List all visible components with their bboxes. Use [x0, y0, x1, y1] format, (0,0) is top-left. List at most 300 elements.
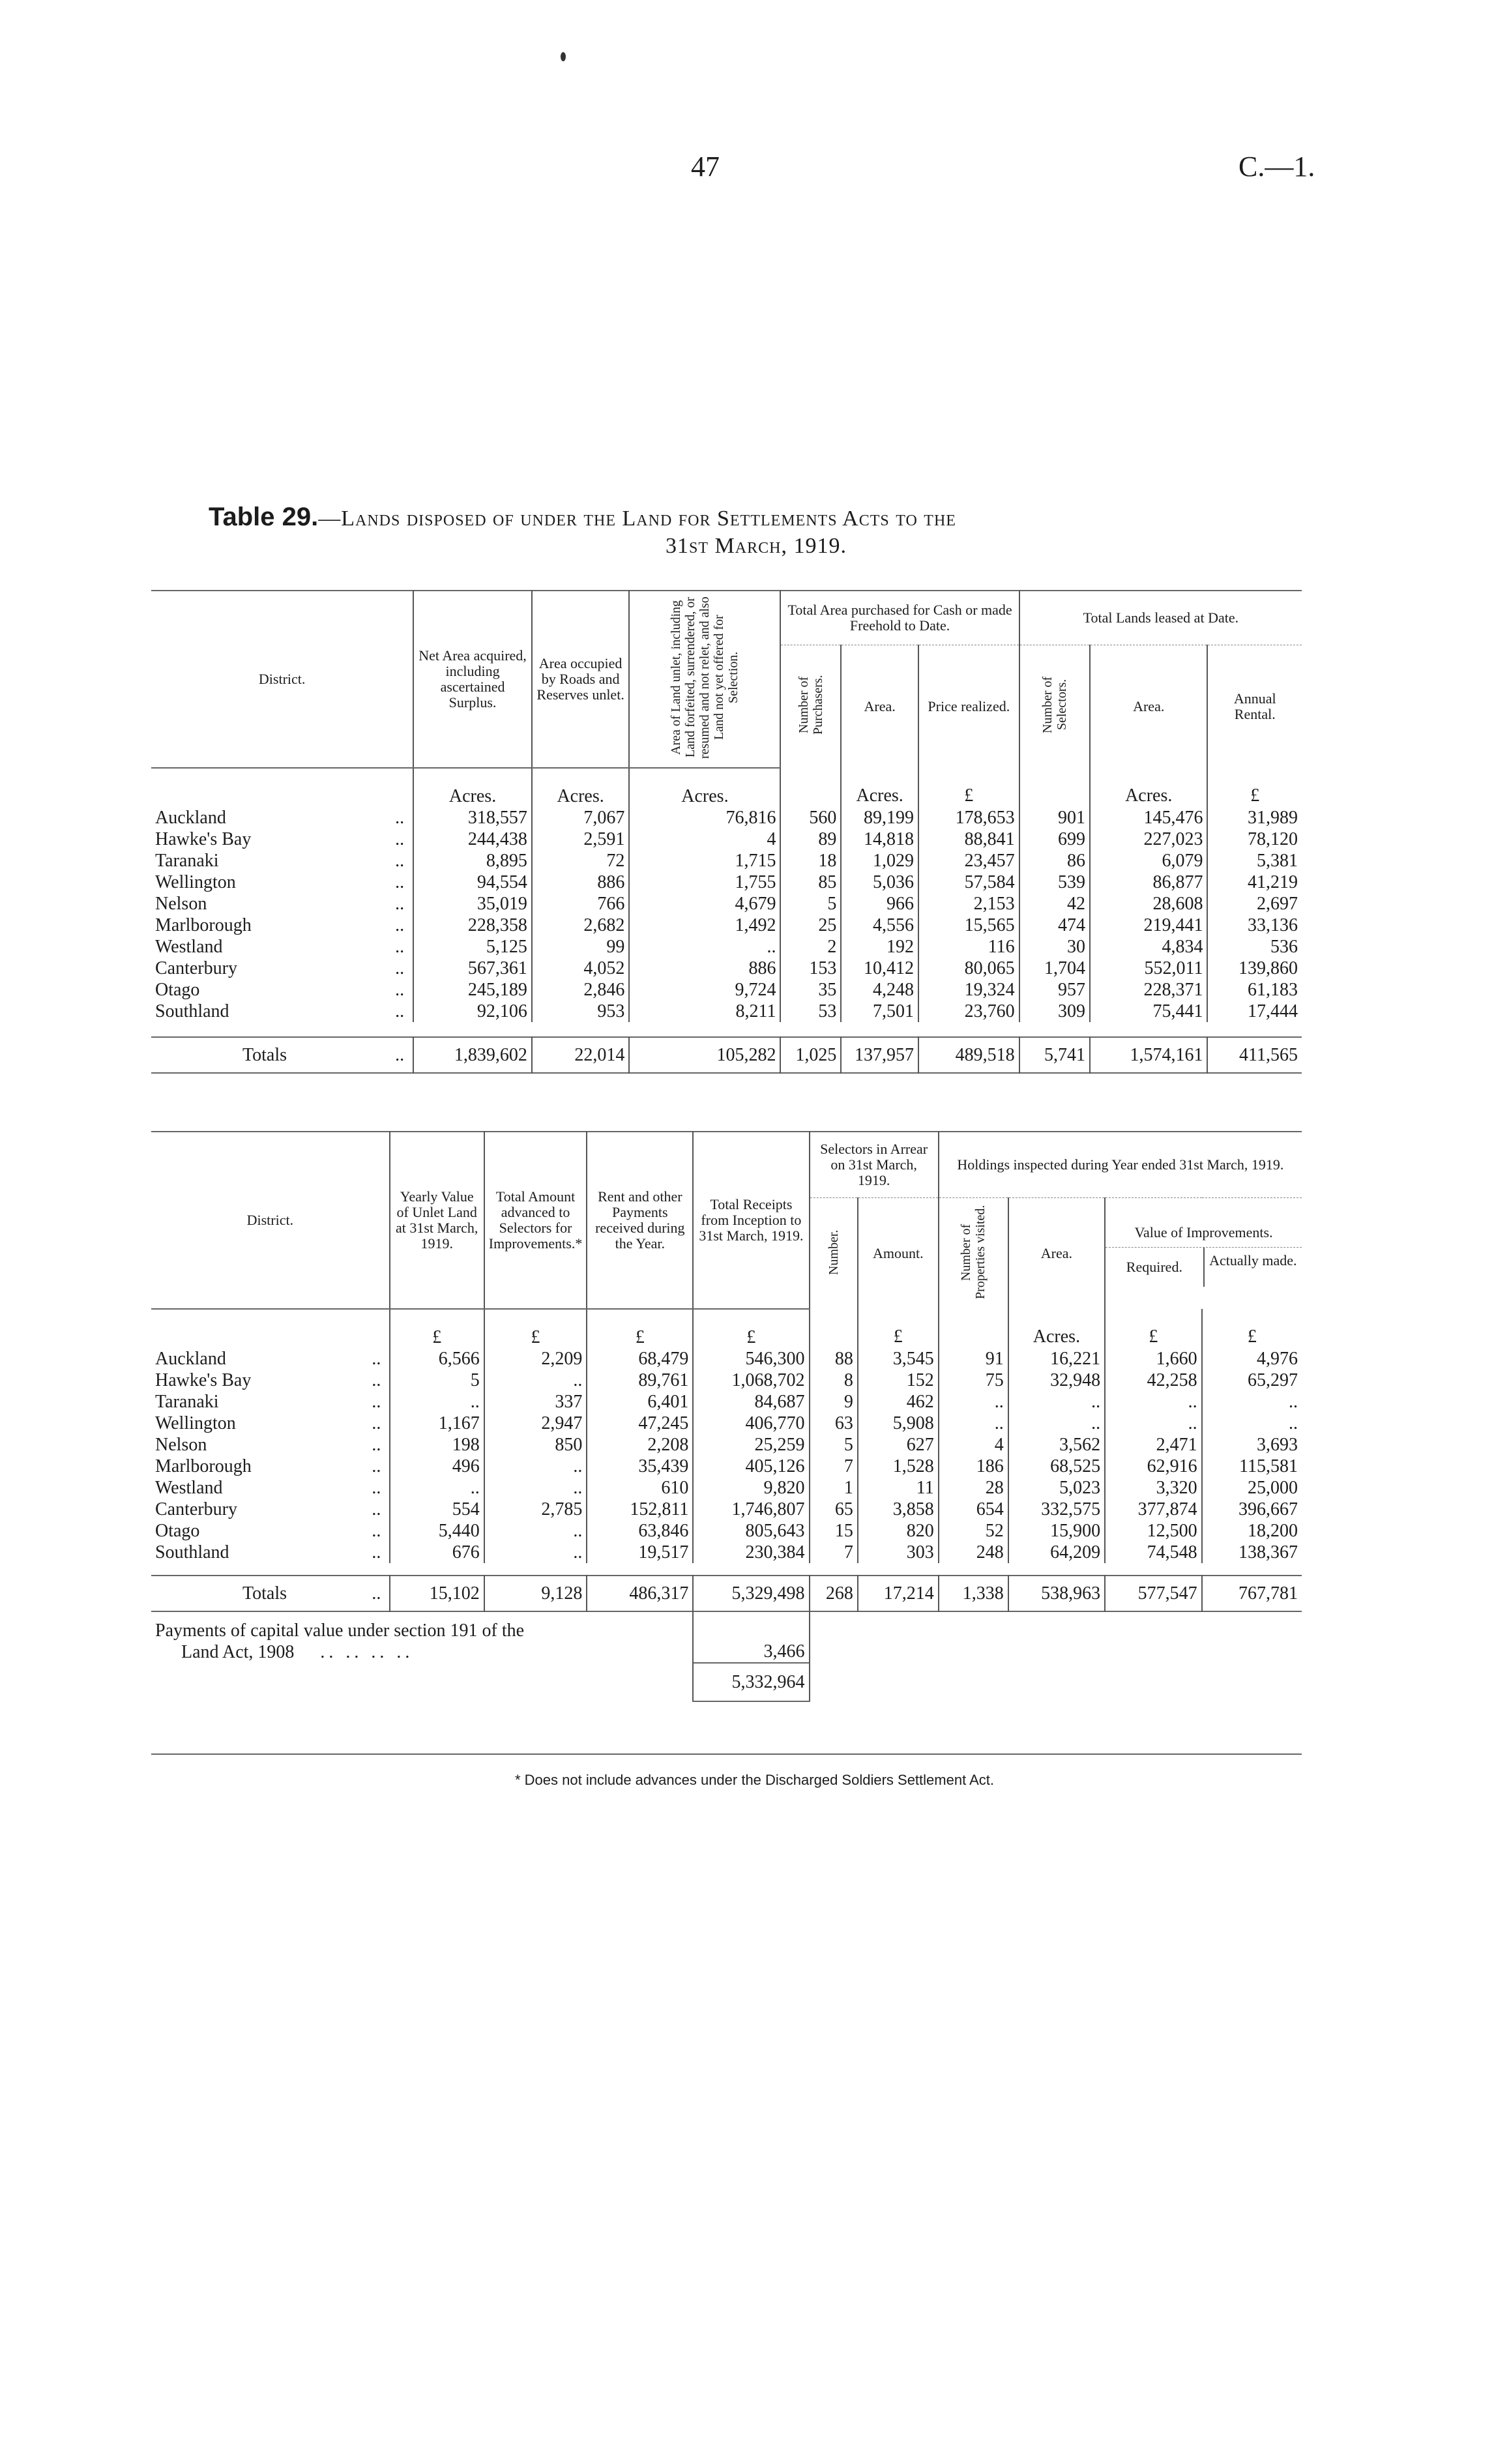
value-cell: 5,908	[858, 1413, 939, 1434]
unit-cell	[810, 1309, 858, 1348]
leader-dots: ..	[364, 1434, 390, 1456]
value-cell: ..	[484, 1542, 587, 1563]
value-cell: 957	[1019, 979, 1090, 1001]
value-cell: 1,755	[629, 872, 780, 893]
unit-cell: £	[693, 1309, 809, 1348]
value-cell: 198	[390, 1434, 484, 1456]
value-cell: 178,653	[918, 807, 1019, 829]
value-cell: 64,209	[1008, 1542, 1105, 1563]
unit-cell: Acres.	[1008, 1309, 1105, 1348]
value-cell: 89,199	[841, 807, 918, 829]
header-purchasers	[780, 645, 841, 768]
value-cell: 676	[390, 1542, 484, 1563]
total-cell: 1,025	[780, 1037, 841, 1073]
value-cell: 4,556	[841, 915, 918, 936]
value-cell: 18,200	[1248, 1521, 1298, 1541]
header-total-receipts: Total Receipts from Inception to 31st March, 1919.	[693, 1132, 809, 1309]
header-unlet-area-text: Area of Land unlet, including Land forfeited, surrendered, or resumed and not relet, and also Land not yet offered for Selection.	[669, 596, 741, 759]
header-arrear-number	[810, 1198, 858, 1310]
unit-cell: Acres.	[413, 768, 532, 807]
value-cell: 8,211	[629, 1001, 780, 1022]
value-cell: 1,492	[629, 915, 780, 936]
header-selectors	[1019, 645, 1090, 768]
value-cell: 474	[1019, 915, 1090, 936]
value-cell: 15	[810, 1520, 858, 1542]
unit-cell: £	[587, 1309, 693, 1348]
total-cell: 22,014	[532, 1037, 630, 1073]
value-cell: 303	[858, 1542, 939, 1563]
leader-dots: ..	[387, 936, 413, 958]
value-cell: 153	[780, 958, 841, 979]
value-cell: 318,557	[413, 807, 532, 829]
header-unlet-area	[629, 591, 780, 768]
header-price-realized: Price realized.	[918, 645, 1019, 768]
value-cell: 28	[939, 1477, 1008, 1499]
value-cell: 953	[532, 1001, 630, 1022]
value-cell: 546,300	[693, 1348, 809, 1370]
leader-dots: ..	[364, 1413, 390, 1434]
value-cell: 89,761	[587, 1370, 693, 1391]
total-cell: 1,574,161	[1090, 1037, 1208, 1073]
value-cell: 230,384	[693, 1542, 809, 1563]
total-cell: 1,338	[939, 1576, 1008, 1611]
ink-speck	[561, 52, 566, 61]
value-cell: 75	[939, 1370, 1008, 1391]
payments-label	[151, 1611, 693, 1663]
table-spacer	[151, 1563, 1302, 1576]
leader-dots: ..	[364, 1576, 390, 1611]
unit-cell: Acres.	[532, 768, 630, 807]
value-cell: 91	[939, 1348, 1008, 1370]
value-cell: 1,167	[390, 1413, 484, 1434]
value-cell: ..	[1008, 1413, 1105, 1434]
payments-row	[151, 1611, 1302, 1663]
total-cell: 137,957	[841, 1037, 918, 1073]
land-disposal-table	[151, 590, 1302, 1074]
value-cell: 72	[532, 850, 630, 872]
value-cell: 14,818	[841, 829, 918, 850]
payments-line1: Payments of capital value under section 191 of the	[155, 1621, 525, 1641]
value-cell: 7,501	[841, 1001, 918, 1022]
value-cell: 9	[810, 1391, 858, 1413]
finance-inspection-table	[151, 1131, 1302, 1702]
table-row	[151, 829, 1302, 850]
value-cell: 86,877	[1090, 872, 1208, 893]
value-cell: 35	[780, 979, 841, 1001]
value-cell: 94,554	[413, 872, 532, 893]
table-row	[151, 1456, 1302, 1477]
unit-cell: £	[1250, 785, 1260, 806]
value-cell: ..	[1105, 1391, 1201, 1413]
header-district: District.	[151, 591, 413, 768]
value-cell: 138,367	[1238, 1542, 1298, 1562]
value-cell: 805,643	[693, 1520, 809, 1542]
header-improvements	[1105, 1198, 1302, 1310]
header-properties-visited	[939, 1198, 1008, 1310]
value-cell: 3,320	[1105, 1477, 1201, 1499]
value-cell: 886	[532, 872, 630, 893]
table-row	[151, 1499, 1302, 1520]
unit-cell: Acres.	[1090, 768, 1208, 807]
value-cell: ..	[1289, 1392, 1298, 1412]
leader-dots: ..	[364, 1370, 390, 1391]
value-cell: 19,517	[587, 1542, 693, 1563]
value-cell: 1,029	[841, 850, 918, 872]
page-number: 47	[691, 151, 720, 183]
table-row	[151, 1370, 1302, 1391]
table-row	[151, 872, 1302, 893]
value-cell: 567,361	[413, 958, 532, 979]
district-name: Marlborough	[155, 1456, 252, 1476]
total-cell: 489,518	[918, 1037, 1019, 1073]
district-name: Hawke's Bay	[155, 829, 252, 849]
value-cell: 152	[858, 1370, 939, 1391]
header-leased-area: Area.	[1090, 645, 1208, 768]
header-required: Required.	[1106, 1248, 1204, 1287]
value-cell: 7	[810, 1542, 858, 1563]
district-name: Canterbury	[155, 958, 237, 978]
value-cell: 5,023	[1008, 1477, 1105, 1499]
value-cell: 2,682	[532, 915, 630, 936]
district-name: Auckland	[155, 1349, 226, 1369]
district-name: Southland	[155, 1542, 229, 1562]
value-cell: 6,566	[390, 1348, 484, 1370]
value-cell: 65	[810, 1499, 858, 1520]
unit-cell: £	[390, 1309, 484, 1348]
value-cell: ..	[1105, 1413, 1201, 1434]
value-cell: 560	[780, 807, 841, 829]
value-cell: 32,948	[1008, 1370, 1105, 1391]
value-cell: 23,457	[918, 850, 1019, 872]
total-cell: 411,565	[1239, 1045, 1298, 1065]
leader-dots: ..	[364, 1520, 390, 1542]
unit-cell: Acres.	[841, 768, 918, 807]
value-cell: 61,183	[1248, 980, 1298, 1000]
value-cell: 23,760	[918, 1001, 1019, 1022]
value-cell: 2,697	[1257, 894, 1298, 914]
value-cell: 65,297	[1248, 1370, 1298, 1390]
district-name: Nelson	[155, 894, 207, 914]
value-cell: 1,746,807	[693, 1499, 809, 1520]
value-cell: 2,785	[484, 1499, 587, 1520]
unit-cell: £	[484, 1309, 587, 1348]
value-cell: 1,715	[629, 850, 780, 872]
value-cell: ..	[484, 1370, 587, 1391]
value-cell: 850	[484, 1434, 587, 1456]
header-leased-group: Total Lands leased at Date.	[1019, 591, 1302, 645]
total-cell: 9,128	[484, 1576, 587, 1611]
value-cell: 68,525	[1008, 1456, 1105, 1477]
value-cell: 86	[1019, 850, 1090, 872]
value-cell: 248	[939, 1542, 1008, 1563]
value-cell: 17,444	[1248, 1001, 1298, 1021]
leader-dots: ..	[387, 979, 413, 1001]
district-name: Taranaki	[155, 1392, 219, 1412]
table-label: Table 29.	[209, 503, 319, 531]
value-cell: 25,000	[1248, 1478, 1298, 1498]
table-row	[151, 936, 1302, 958]
value-cell: 2,471	[1105, 1434, 1201, 1456]
value-cell: 2,846	[532, 979, 630, 1001]
table-row	[151, 1477, 1302, 1499]
value-cell: 63,846	[587, 1520, 693, 1542]
value-cell: 406,770	[693, 1413, 809, 1434]
value-cell: 74,548	[1105, 1542, 1201, 1563]
table-row	[151, 850, 1302, 872]
value-cell: ..	[390, 1391, 484, 1413]
value-cell: 496	[390, 1456, 484, 1477]
value-cell: 396,667	[1238, 1499, 1298, 1519]
value-cell: ..	[629, 936, 780, 958]
value-cell: 228,358	[413, 915, 532, 936]
value-cell: 5	[390, 1370, 484, 1391]
table-row	[151, 1391, 1302, 1413]
value-cell: 4,248	[841, 979, 918, 1001]
value-cell: 76,816	[629, 807, 780, 829]
value-cell: 244,438	[413, 829, 532, 850]
district-name: Southland	[155, 1001, 229, 1021]
value-cell: 309	[1019, 1001, 1090, 1022]
value-cell: ..	[939, 1413, 1008, 1434]
header-improvements-sub	[1106, 1248, 1302, 1287]
total-cell: 15,102	[390, 1576, 484, 1611]
district-name: Otago	[155, 1521, 200, 1541]
header-arrear-number-text: Number.	[826, 1229, 841, 1275]
value-cell: 627	[858, 1434, 939, 1456]
header-properties-visited-text: Number of Properties visited.	[959, 1205, 988, 1299]
value-cell: 12,500	[1105, 1520, 1201, 1542]
header-net-area: Net Area acquired, including ascertained Surplus.	[413, 591, 532, 768]
value-cell: 377,874	[1105, 1499, 1201, 1520]
table-row	[151, 1348, 1302, 1370]
table2-body	[151, 1348, 1302, 1563]
header-yearly-value: Yearly Value of Unlet Land at 31st March, 1919.	[390, 1132, 484, 1309]
district-name: Wellington	[155, 1413, 236, 1433]
value-cell: 5	[810, 1434, 858, 1456]
unit-cell: £	[858, 1309, 939, 1348]
table-title-line2: 31st March, 1919.	[666, 534, 847, 558]
value-cell: 227,023	[1090, 829, 1208, 850]
leader-dots: ..	[364, 1499, 390, 1520]
value-cell: 115,581	[1239, 1456, 1298, 1476]
value-cell: 820	[858, 1520, 939, 1542]
leader-dots: ..	[387, 1001, 413, 1022]
table-row	[151, 1542, 1302, 1563]
table-row	[151, 1001, 1302, 1022]
footnote: * Does not include advances under the Discharged Soldiers Settlement Act.	[515, 1772, 994, 1788]
value-cell: 2,209	[484, 1348, 587, 1370]
totals-row	[151, 1576, 1302, 1611]
value-cell: 8	[810, 1370, 858, 1391]
total-cell: 5,741	[1019, 1037, 1090, 1073]
leader-dots: ..	[364, 1348, 390, 1370]
value-cell: 886	[629, 958, 780, 979]
header-amount-advanced: Total Amount advanced to Selectors for Improvements.*	[484, 1132, 587, 1309]
value-cell: 88,841	[918, 829, 1019, 850]
header-selectors-text: Number of Selectors.	[1040, 676, 1069, 733]
value-cell: 63	[810, 1413, 858, 1434]
value-cell: 654	[939, 1499, 1008, 1520]
value-cell: 3,693	[1257, 1435, 1298, 1455]
value-cell: 145,476	[1090, 807, 1208, 829]
value-cell: 3,545	[858, 1348, 939, 1370]
value-cell: 35,439	[587, 1456, 693, 1477]
value-cell: 68,479	[587, 1348, 693, 1370]
value-cell: 78,120	[1248, 829, 1298, 849]
leader-dots: ..	[387, 958, 413, 979]
total-cell: 268	[810, 1576, 858, 1611]
value-cell: 901	[1019, 807, 1090, 829]
leader-dots: ..	[387, 829, 413, 850]
totals-row	[151, 1037, 1302, 1073]
value-cell: 4	[939, 1434, 1008, 1456]
value-cell: 10,412	[841, 958, 918, 979]
table-row	[151, 979, 1302, 1001]
payments-value: 3,466	[693, 1611, 809, 1663]
value-cell: ..	[484, 1520, 587, 1542]
total-cell: 538,963	[1008, 1576, 1105, 1611]
value-cell: 554	[390, 1499, 484, 1520]
value-cell: 245,189	[413, 979, 532, 1001]
document-code: C.—1.	[1238, 151, 1315, 183]
value-cell: 84,687	[693, 1391, 809, 1413]
value-cell: 9,724	[629, 979, 780, 1001]
value-cell: 25	[780, 915, 841, 936]
table-title	[209, 503, 1304, 560]
value-cell: 186	[939, 1456, 1008, 1477]
value-cell: 219,441	[1090, 915, 1208, 936]
value-cell: 88	[810, 1348, 858, 1370]
value-cell: 139,860	[1238, 958, 1298, 978]
unit-cell	[1019, 768, 1090, 807]
district-name: Westland	[155, 1478, 223, 1498]
value-cell: 2,947	[484, 1413, 587, 1434]
district-name: Taranaki	[155, 851, 219, 871]
table-row	[151, 893, 1302, 915]
value-cell: ..	[939, 1391, 1008, 1413]
bottom-rule	[151, 1753, 1302, 1755]
value-cell: 5,381	[1257, 851, 1298, 871]
payments-line2	[155, 1641, 688, 1663]
value-cell: 2	[780, 936, 841, 958]
unit-cell: £	[1105, 1309, 1201, 1348]
value-cell: 42	[1019, 893, 1090, 915]
header-purchase-area: Area.	[841, 645, 918, 768]
value-cell: ..	[1289, 1413, 1298, 1433]
unit-cell: £	[918, 768, 1019, 807]
leader-dots: ..	[387, 1037, 413, 1073]
value-cell: 6,401	[587, 1391, 693, 1413]
table-row	[151, 1434, 1302, 1456]
header-purchasers-text: Number of Purchasers.	[796, 675, 825, 735]
value-cell: 610	[587, 1477, 693, 1499]
value-cell: 25,259	[693, 1434, 809, 1456]
header-purchased-group: Total Area purchased for Cash or made Freehold to Date.	[780, 591, 1019, 645]
value-cell: 85	[780, 872, 841, 893]
leader-dots: ..	[364, 1456, 390, 1477]
total-cell: 105,282	[629, 1037, 780, 1073]
value-cell: 4	[629, 829, 780, 850]
value-cell: 536	[1270, 937, 1298, 957]
leader-dots: ..	[387, 850, 413, 872]
total-cell: 486,317	[587, 1576, 693, 1611]
value-cell: ..	[484, 1456, 587, 1477]
value-cell: 766	[532, 893, 630, 915]
total-cell: 1,839,602	[413, 1037, 532, 1073]
value-cell: 5,125	[413, 936, 532, 958]
header-inspected-area: Area.	[1008, 1198, 1105, 1310]
value-cell: 42,258	[1105, 1370, 1201, 1391]
leader-dots: ..	[364, 1542, 390, 1563]
district-name: Westland	[155, 937, 223, 957]
header-annual-rental: Annual Rental.	[1233, 690, 1276, 722]
value-cell: 89	[780, 829, 841, 850]
value-cell: 152,811	[587, 1499, 693, 1520]
value-cell: 5	[780, 893, 841, 915]
value-cell: 2,153	[918, 893, 1019, 915]
value-cell: 3,562	[1008, 1434, 1105, 1456]
value-cell: 9,820	[693, 1477, 809, 1499]
leader-dots: ..	[364, 1391, 390, 1413]
table-title-line1: —Lands disposed of under the Land for Settlements Acts to the	[318, 506, 956, 531]
value-cell: 966	[841, 893, 918, 915]
header-roads-reserves: Area occupied by Roads and Reserves unlet.	[532, 591, 630, 768]
district-name: Nelson	[155, 1435, 207, 1455]
value-cell: ..	[390, 1477, 484, 1499]
district-name: Canterbury	[155, 1499, 237, 1519]
grand-total-row	[151, 1663, 1302, 1701]
value-cell: 4,679	[629, 893, 780, 915]
totals-label: Totals	[242, 1045, 287, 1065]
value-cell: 33,136	[1248, 915, 1298, 935]
leader-dots: .. .. .. ..	[320, 1642, 414, 1662]
value-cell: 16,221	[1008, 1348, 1105, 1370]
unit-row	[151, 1309, 1302, 1348]
value-cell: 7	[810, 1456, 858, 1477]
value-cell: 15,900	[1008, 1520, 1105, 1542]
header-inspected-group: Holdings inspected during Year ended 31st March, 1919.	[939, 1132, 1302, 1198]
district-name: Wellington	[155, 872, 236, 892]
leader-dots: ..	[387, 893, 413, 915]
value-cell: 92,106	[413, 1001, 532, 1022]
unit-cell	[780, 768, 841, 807]
value-cell: 1	[810, 1477, 858, 1499]
totals-label: Totals	[242, 1583, 287, 1604]
unit-row	[151, 768, 1302, 807]
unit-cell: Acres.	[629, 768, 780, 807]
header-actually-made: Actually made.	[1209, 1252, 1297, 1269]
value-cell: 3,858	[858, 1499, 939, 1520]
total-cell: 17,214	[858, 1576, 939, 1611]
header-arrear-group: Selectors in Arrear on 31st March, 1919.	[810, 1132, 939, 1198]
value-cell: 35,019	[413, 893, 532, 915]
value-cell: ..	[484, 1477, 587, 1499]
value-cell: 62,916	[1105, 1456, 1201, 1477]
value-cell: 192	[841, 936, 918, 958]
table-row	[151, 807, 1302, 829]
value-cell: 116	[918, 936, 1019, 958]
value-cell: 5,440	[390, 1520, 484, 1542]
total-cell: 5,329,498	[693, 1576, 809, 1611]
value-cell: 5,036	[841, 872, 918, 893]
total-cell: 577,547	[1105, 1576, 1201, 1611]
value-cell: 699	[1019, 829, 1090, 850]
value-cell: 8,895	[413, 850, 532, 872]
table-spacer	[151, 1022, 1302, 1037]
value-cell: 52	[939, 1520, 1008, 1542]
table-row	[151, 1413, 1302, 1434]
value-cell: 18	[780, 850, 841, 872]
